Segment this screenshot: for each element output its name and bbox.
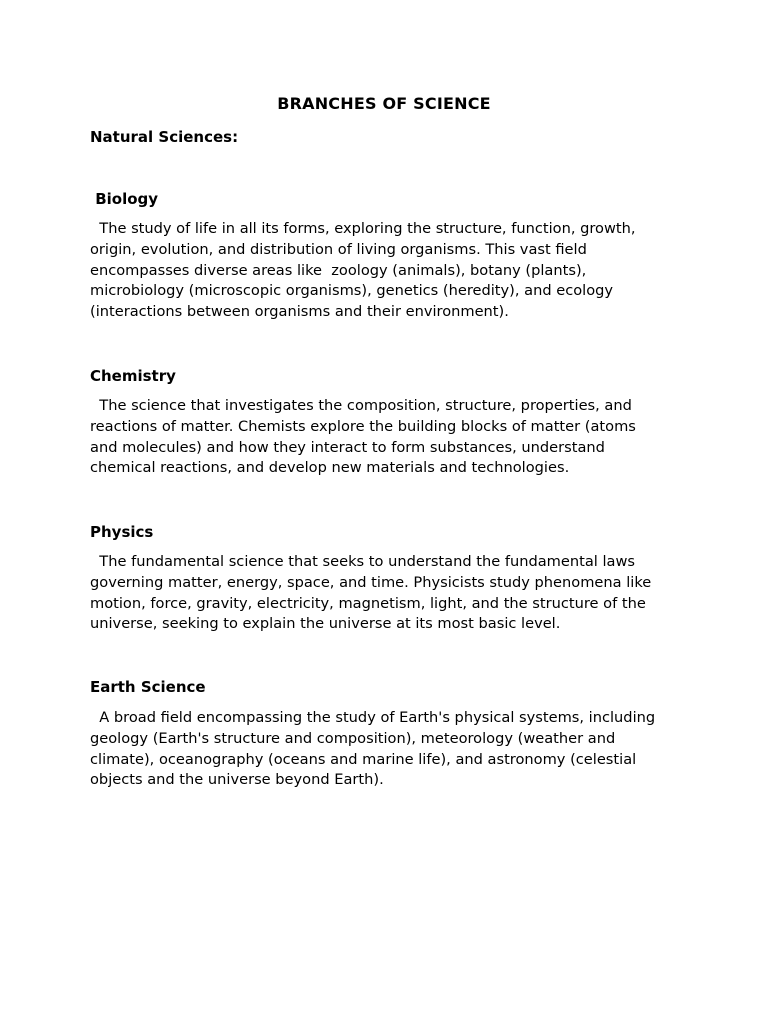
branch-heading-earth-science: Earth Science: [90, 678, 206, 696]
branch-heading-physics: Physics: [90, 523, 154, 541]
branch-description-chemistry: The science that investigates the composition, structure, properties, and reactions of matter. Chemists explore the building blocks of matter (atoms and molecules) and how they interact to form substances, understand chemical reactions, and develop new materials and technologies.: [90, 397, 636, 477]
branch-description-physics: The fundamental science that seeks to understand the fundamental laws governing matter, energy, space, and time. Physicists study phenomena like motion, force, gravity, electricity, magnetism, light, and the structure of the universe, seeking to explain the universe at its most basic level.: [90, 553, 652, 633]
branch-heading-chemistry: Chemistry: [90, 367, 176, 385]
section-heading-natural-sciences: Natural Sciences:: [90, 128, 239, 146]
document-title: BRANCHES OF SCIENCE: [277, 94, 491, 113]
branch-heading-biology: Biology: [90, 190, 159, 208]
branch-description-biology: The study of life in all its forms, exploring the structure, function, growth, origin, evolution, and distribution of living organisms. This vast field encompasses diverse areas like zoology (animals), botany (plants), microbiology (microscopic organisms), genetics (heredity), and ecology (interactions between organisms and their environment).: [90, 220, 636, 321]
branch-description-earth-science: A broad field encompassing the study of Earth's physical systems, including geology (Earth's structure and composition), meteorology (weather and climate), oceanography (oceans and marine life), and astronomy (celestial objects and the universe beyond Earth).: [90, 709, 656, 789]
